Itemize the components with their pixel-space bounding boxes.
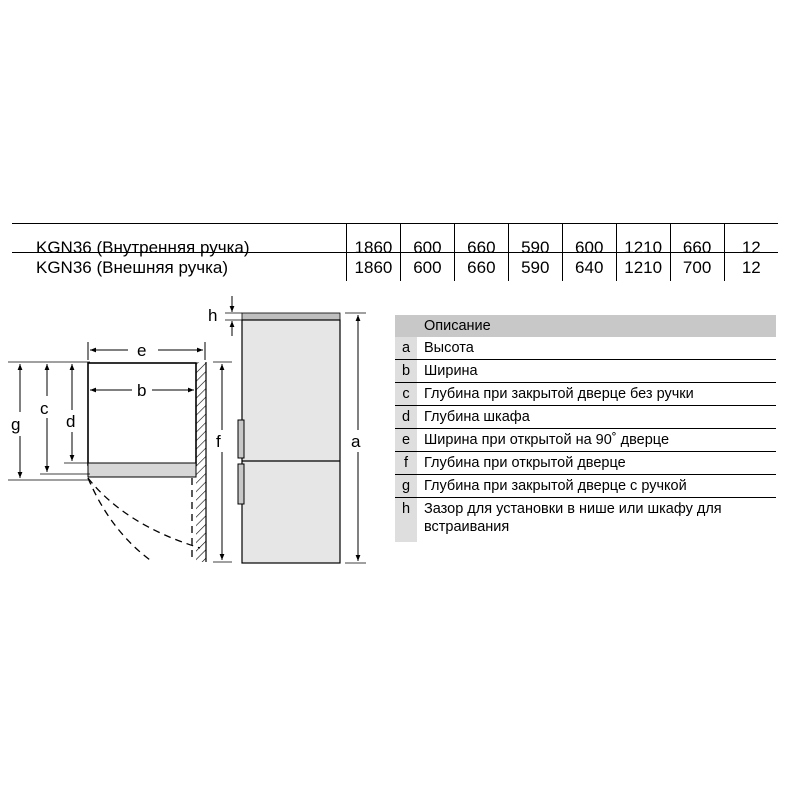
door-top-view — [88, 463, 196, 477]
table-cell: 600 — [400, 253, 454, 282]
table-cell: 660 — [454, 253, 508, 282]
legend-key: a — [395, 337, 417, 359]
table-cell: 1210 — [624, 238, 663, 257]
table-cell: 590 — [521, 238, 550, 257]
legend-row — [395, 383, 776, 406]
wall-hatch — [196, 362, 206, 562]
fridge-body — [242, 320, 340, 563]
label-b: b — [137, 381, 147, 400]
lower-handle — [238, 464, 244, 504]
legend-text: Глубина при открытой дверце — [424, 455, 626, 471]
legend-key: c — [395, 383, 417, 405]
label-e: e — [137, 341, 147, 360]
label-h: h — [208, 306, 218, 325]
cabinet-top-outline — [88, 363, 196, 465]
legend-key: e — [395, 429, 417, 451]
legend-row — [395, 360, 776, 383]
label-c: c — [40, 399, 49, 418]
label-d: d — [66, 412, 76, 431]
legend-row — [395, 452, 776, 475]
legend-text: Глубина при закрытой дверце без ручки — [424, 386, 694, 402]
legend-text: Зазор для установки в нише или шкафу для встраивания — [424, 501, 722, 535]
table-cell: 600 — [413, 238, 442, 257]
legend-text: Глубина при закрытой дверце с ручкой — [424, 478, 687, 494]
table-cell: 700 — [670, 253, 724, 282]
legend-key: h — [395, 498, 417, 542]
table-cell: 12 — [741, 238, 761, 257]
table-cell: 1210 — [616, 253, 670, 282]
table-cell: 1860 — [354, 238, 393, 257]
fridge-top-strip — [242, 313, 340, 320]
legend-text: Глубина шкафа — [424, 409, 530, 425]
table-cell: 660 — [682, 238, 712, 257]
table-cell: 12 — [724, 253, 778, 282]
table-cell: 660 — [467, 238, 496, 257]
legend-row — [395, 475, 776, 498]
legend-row — [395, 498, 776, 542]
table-cell: 600 — [575, 238, 604, 257]
legend-key: b — [395, 360, 417, 382]
legend-key: d — [395, 406, 417, 428]
legend-text: Высота — [424, 340, 474, 356]
side-view — [208, 296, 366, 563]
label-a: a — [351, 432, 361, 451]
legend-row — [395, 406, 776, 429]
legend-header: Описание — [395, 315, 776, 337]
upper-handle — [238, 420, 244, 458]
label-f: f — [216, 432, 221, 451]
legend-key: f — [395, 452, 417, 474]
table-cell: 640 — [562, 253, 616, 282]
legend-text: Ширина — [424, 363, 478, 379]
model-name: KGN36 (Внутренняя ручка) — [36, 238, 250, 257]
legend-row — [395, 429, 776, 452]
door-swing-arc — [88, 478, 150, 560]
model-name: KGN36 (Внешняя ручка) — [12, 253, 347, 282]
top-view — [8, 341, 206, 562]
table-cell: 590 — [508, 253, 562, 282]
legend-row — [395, 337, 776, 360]
legend-text: Ширина при открытой на 90˚ дверце — [424, 432, 670, 448]
legend-key: g — [395, 475, 417, 497]
table-cell: 1860 — [347, 253, 401, 282]
label-g: g — [11, 415, 21, 434]
legend-table — [395, 315, 776, 542]
